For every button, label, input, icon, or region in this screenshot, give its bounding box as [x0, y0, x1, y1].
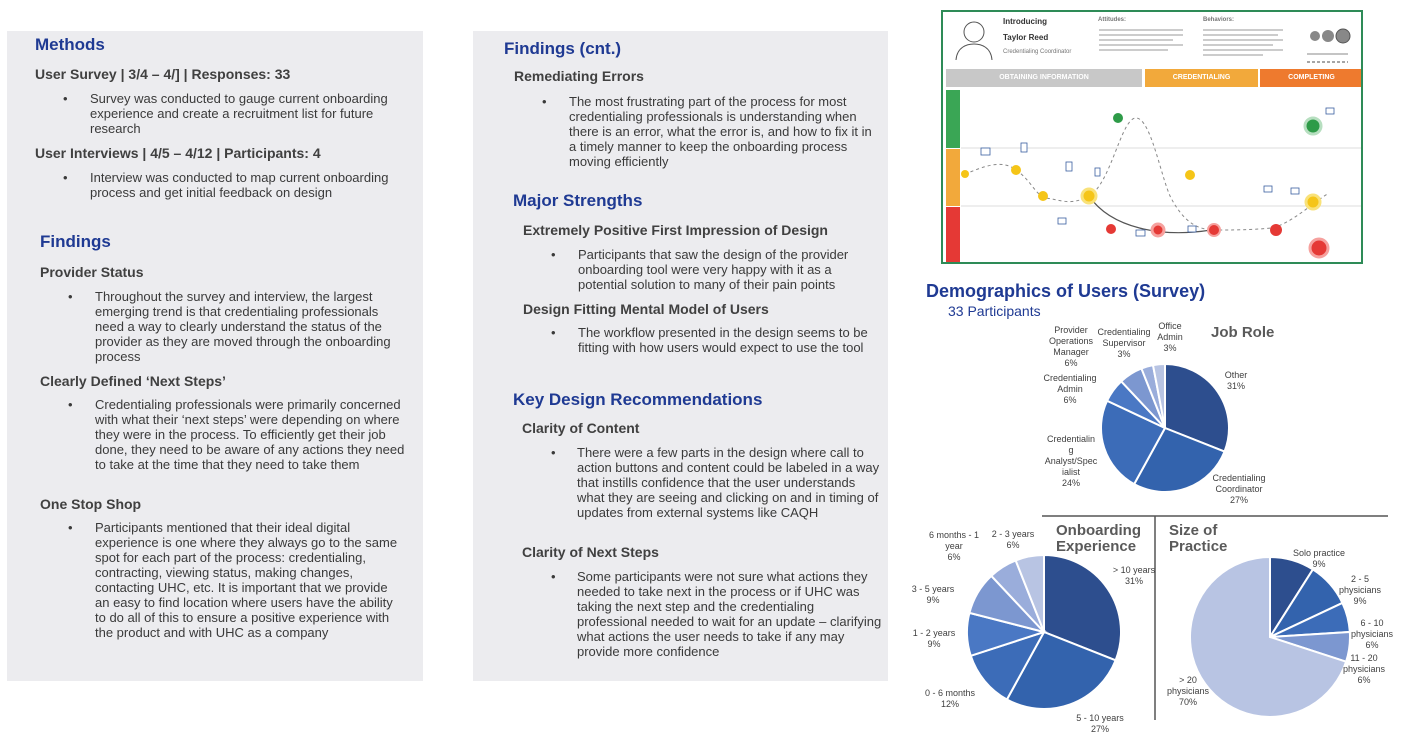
interviews-bullet: Interview was conducted to map current onboarding process and get initial feedback on design: [90, 170, 389, 200]
pie-label: Other 31%: [1224, 370, 1248, 391]
pie-label: 1 - 2 years 9%: [912, 628, 956, 649]
pie-label: > 20 physicians 70%: [1166, 675, 1210, 707]
survey-heading: User Survey | 3/4 – 4/] | Responses: 33: [35, 66, 291, 82]
pie-label: Credentialing Coordinator 27%: [1212, 473, 1266, 505]
clarity-next-steps-heading: Clarity of Next Steps: [522, 544, 659, 560]
key-recommendations-title: Key Design Recommendations: [513, 390, 763, 409]
first-impression-bullet: Participants that saw the design of the provider onboarding tool were very happy with it as a potential solution to many of their pain points: [578, 247, 849, 292]
stage-credentialing: CREDENTIALING: [1145, 69, 1258, 87]
job-role-chart-title: Job Role: [1211, 324, 1275, 341]
remediating-errors-bullet: The most frustrating part of the process for most credentialing professionals is understanding when there is an error, what the error is, and how to fix it in a timely manner to keep the onboarding process moving efficiently: [569, 94, 872, 169]
survey-bullet: Survey was conducted to gauge current onboarding experience and create a recruitment list for future research: [90, 91, 388, 136]
bullet-dot: •: [551, 247, 556, 262]
introducing-label: Introducing: [1003, 17, 1047, 26]
clarity-content-heading: Clarity of Content: [522, 420, 640, 436]
major-strengths-title: Major Strengths: [513, 191, 643, 210]
one-stop-shop-heading: One Stop Shop: [40, 496, 142, 512]
pie-label: Credentialin g Analyst/Spec ialist 24%: [1044, 434, 1098, 488]
first-impression-heading: Extremely Positive First Impression of Design: [523, 222, 828, 238]
methods-title: Methods: [35, 35, 105, 54]
bullet-dot: •: [63, 91, 68, 106]
onboarding-experience-pie: [967, 555, 1121, 709]
remediating-errors-heading: Remediating Errors: [514, 68, 644, 84]
pie-label: Office Admin 3%: [1157, 321, 1183, 353]
demographics-title: Demographics of Users (Survey): [926, 281, 1206, 301]
one-stop-shop-bullet: Participants mentioned that their ideal digital experience is one where they always go to the same spot for each part of the process: credentialing, contracting, viewing status, making changes, contacting UHC, etc. It is important that we provide an easy to find location where users have the ability to do all of this to ensure a positive experience with the product and with UHC as a company: [95, 520, 398, 640]
pie-label: 5 - 10 years 27%: [1076, 713, 1124, 734]
pie-label: 2 - 3 years 6%: [991, 529, 1035, 550]
pie-label: 0 - 6 months 12%: [924, 688, 976, 709]
bullet-dot: •: [68, 289, 73, 304]
pie-label: 6 months - 1 year 6%: [928, 530, 980, 562]
pie-label: > 10 years 31%: [1112, 565, 1156, 586]
stage-completing: COMPLETING: [1260, 69, 1363, 87]
practice-size-chart-title: Size of Practice: [1169, 522, 1228, 555]
bullet-dot: •: [63, 170, 68, 185]
pie-label: Credentialing Supervisor 3%: [1097, 327, 1151, 359]
next-steps-heading: Clearly Defined ‘Next Steps’: [40, 373, 226, 389]
interviews-heading: User Interviews | 4/5 – 4/12 | Participants: 4: [35, 145, 321, 161]
next-steps-bullet: Credentialing professionals were primarily concerned with what their ‘next steps’ were depending on where they were in the process. To efficiently get their job done, they need to be aware of any actions they need to take at the time that they need to take them: [95, 397, 405, 472]
bullet-dot: •: [551, 445, 556, 460]
pie-label: 3 - 5 years 9%: [911, 584, 955, 605]
demographics-subtitle: 33 Participants: [948, 303, 1041, 319]
clarity-content-bullet: There were a few parts in the design where call to action buttons and content could be labeled in a way that instills confidence that the user understands what they are seeing and clicking on and in timing of updates from external systems like CAQH: [577, 445, 880, 520]
bullet-dot: •: [68, 397, 73, 412]
attitudes-label: Attitudes:: [1098, 17, 1126, 23]
persona-role: Credentialing Coordinator: [1003, 49, 1072, 55]
job-role-pie: [1101, 364, 1229, 492]
clarity-next-steps-bullet: Some participants were not sure what actions they needed to take next in the process or if UHC was taking the next step and the credentialing professional needed to wait for an update – clarifying what actions the user needs to take if any may provide more confidence: [577, 569, 882, 659]
mental-model-heading: Design Fitting Mental Model of Users: [523, 301, 769, 317]
bullet-dot: •: [68, 520, 73, 535]
pie-label: Provider Operations Manager 6%: [1048, 325, 1094, 368]
onboarding-chart-title: Onboarding Experience: [1056, 522, 1141, 555]
pie-label: 11 - 20 physicians 6%: [1342, 653, 1386, 685]
bullet-dot: •: [542, 94, 547, 109]
bullet-dot: •: [551, 325, 556, 340]
findings-title: Findings: [40, 232, 111, 251]
provider-status-bullet: Throughout the survey and interview, the largest emerging trend is that credentialing professionals need a way to clearly understand the status of the provider as they are moved through the onboarding process: [95, 289, 391, 364]
pie-label: 2 - 5 physicians 9%: [1338, 574, 1382, 606]
bullet-dot: •: [551, 569, 556, 584]
pie-label: Solo practice 9%: [1292, 548, 1346, 569]
behaviors-label: Behaviors:: [1203, 17, 1235, 23]
mental-model-bullet: The workflow presented in the design seems to be fitting with how users would expect to use the tool: [578, 325, 868, 355]
findings-cnt-title: Findings (cnt.): [504, 39, 622, 58]
persona-name: Taylor Reed: [1003, 33, 1049, 42]
practice-size-pie: [1190, 557, 1350, 717]
provider-status-heading: Provider Status: [40, 264, 144, 280]
pie-label: Credentialing Admin 6%: [1043, 373, 1097, 405]
pie-label: 6 - 10 physicians 6%: [1350, 618, 1394, 650]
stage-obtaining-information: OBTAINING INFORMATION: [946, 69, 1142, 87]
